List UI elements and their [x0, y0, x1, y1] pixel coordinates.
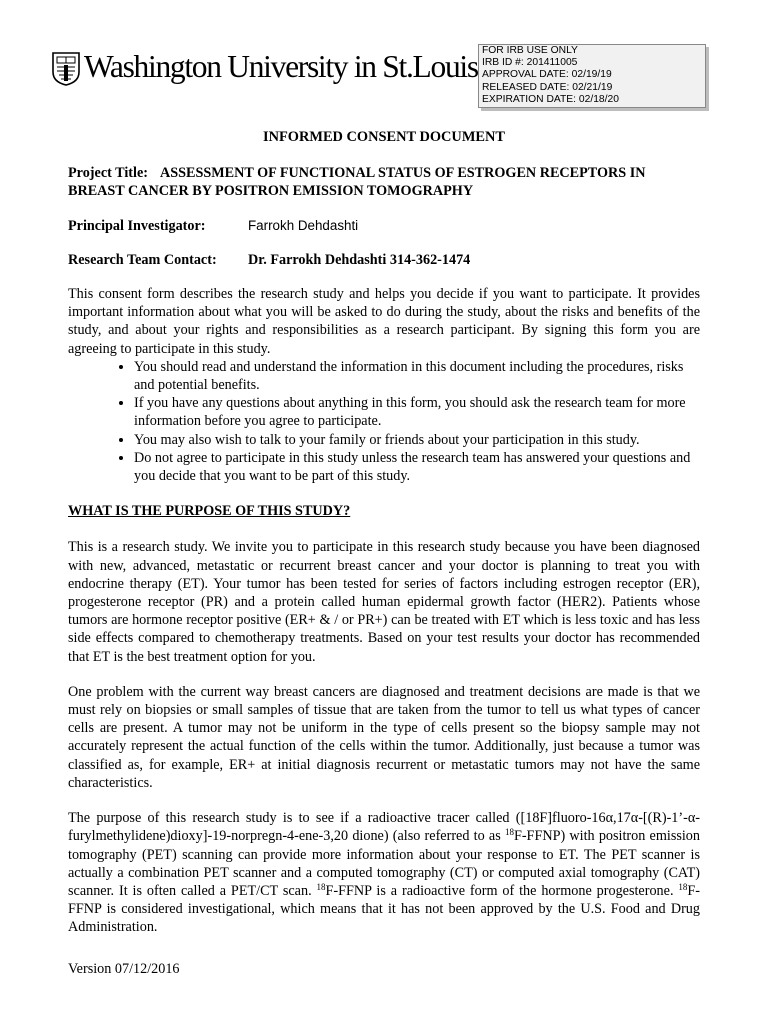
university-seal-icon	[52, 52, 80, 86]
list-item: • Do not agree to participate in this study unless the research team has answered your questions and you decide that you want to be part of this study.	[134, 449, 700, 485]
irb-stamp	[478, 44, 706, 108]
pi-name: Farrokh Dehdashti	[248, 217, 359, 233]
irb-id: IRB ID #: 201411005	[482, 57, 578, 69]
superscript: 18	[504, 827, 514, 838]
superscript: 18	[678, 881, 688, 892]
purpose-paragraph-3	[68, 809, 700, 936]
principal-investigator-row	[68, 217, 700, 235]
purpose-paragraph-1: This is a research study. We invite you to participate in this research study because you have been diagnosed with new, advanced, metastatic or recurrent breast cancer and your doctor is planning to treat you with endocrine therapy (ET). Your tumor has been tested for series of factors including estrogen receptor (ER), progesterone receptor (PR) and a protein called human epidermal growth factor (HER2). Patients whose tumors are hormone receptor positive (ER+ & / or PR+) can be treated with ET which is less toxic and has less side effects compared to chemotherapy treatments. Based on your test results your doctor has recommended that ET is the best treatment option for you.	[68, 539, 700, 665]
irb-expiration-date: EXPIRATION DATE: 02/18/20	[482, 93, 619, 105]
irb-line: FOR IRB USE ONLY	[482, 45, 578, 56]
section-heading: WHAT IS THE PURPOSE OF THIS STUDY?	[68, 503, 351, 520]
project-title-block	[68, 164, 700, 200]
document-body	[68, 128, 700, 954]
irb-released-date: RELEASED DATE: 02/21/19	[482, 81, 613, 93]
version-footer: Version 07/12/2016	[68, 961, 180, 977]
pi-label: Principal Investigator:	[68, 217, 206, 234]
superscript: 18	[316, 881, 326, 892]
contact-value: Dr. Farrokh Dehdashti 314-362-1474	[248, 251, 471, 268]
intro-paragraph: This consent form describes the research study and helps you decide if you want to participate. It provides important information about what you will be asked to do during the study, about the risks and benefits of the study, and about your rights and responsibilities as a research participant. By signing this form you are agreeing to participate in this study.	[68, 286, 700, 357]
list-item: • You may also wish to talk to your family or friends about your participation in this study.	[134, 431, 700, 449]
research-contact-row	[68, 251, 700, 269]
text-run: F-FFNP is a radioactive form of the hormone progesterone.	[325, 882, 679, 899]
list-item: • You should read and understand the information in this document including the procedures, risks and potential benefits.	[134, 358, 700, 394]
project-title: ASSESSMENT OF FUNCTIONAL STATUS OF ESTROGEN RECEPTORS IN BREAST CANCER BY POSITRON EMISSION TOMOGRAPHY	[68, 165, 646, 200]
document-title: INFORMED CONSENT DOCUMENT	[263, 129, 505, 145]
list-item: • If you have any questions about anything in this form, you should ask the research team for more information before you agree to participate.	[134, 394, 700, 430]
page-header	[52, 44, 712, 110]
text-run: F-FFNP is considered investigational, which means that it has not been approved by the U.S. Food and Drug Administration.	[68, 882, 701, 936]
university-logo-text: Washington University in St.Louis	[84, 49, 478, 84]
project-title-label: Project Title:	[68, 165, 148, 182]
text-run: F-FFNP) with positron emission tomography (PET) scanning can provide more information about your response to ET. The PET scanner is actually a combination PET scanner and a computed tomography (CT) or computed axial tomography (CAT) scanner. It is often called a PET/CT scan.	[68, 828, 700, 899]
purpose-paragraph-2: One problem with the current way breast cancers are diagnosed and treatment decisions are made is that we must rely on biopsies or small samples of tissue that are taken from the tumor to tell us what types of cancer cells are present. A tumor may not be uniform in the type of cells present so the biopsy sample may not accurately represent the actual function of the cells within the tumor. Additionally, just because a tumor was classified as, for example, ER+ at initial diagnosis recurrent or metastatic tumors may not have the same characteristics.	[68, 683, 700, 791]
guidance-list	[68, 358, 700, 485]
irb-approval-date: APPROVAL DATE: 02/19/19	[482, 69, 612, 81]
text-run: The purpose of this research study is to see if a radioactive tracer called ([18F]fluoro-16α,17α-[(R)-1’-α-furylmethylidene)dioxy]-19-norpregn-4-ene-3,20 dione) (also referred to as	[68, 810, 700, 845]
contact-label: Research Team Contact:	[68, 251, 217, 268]
